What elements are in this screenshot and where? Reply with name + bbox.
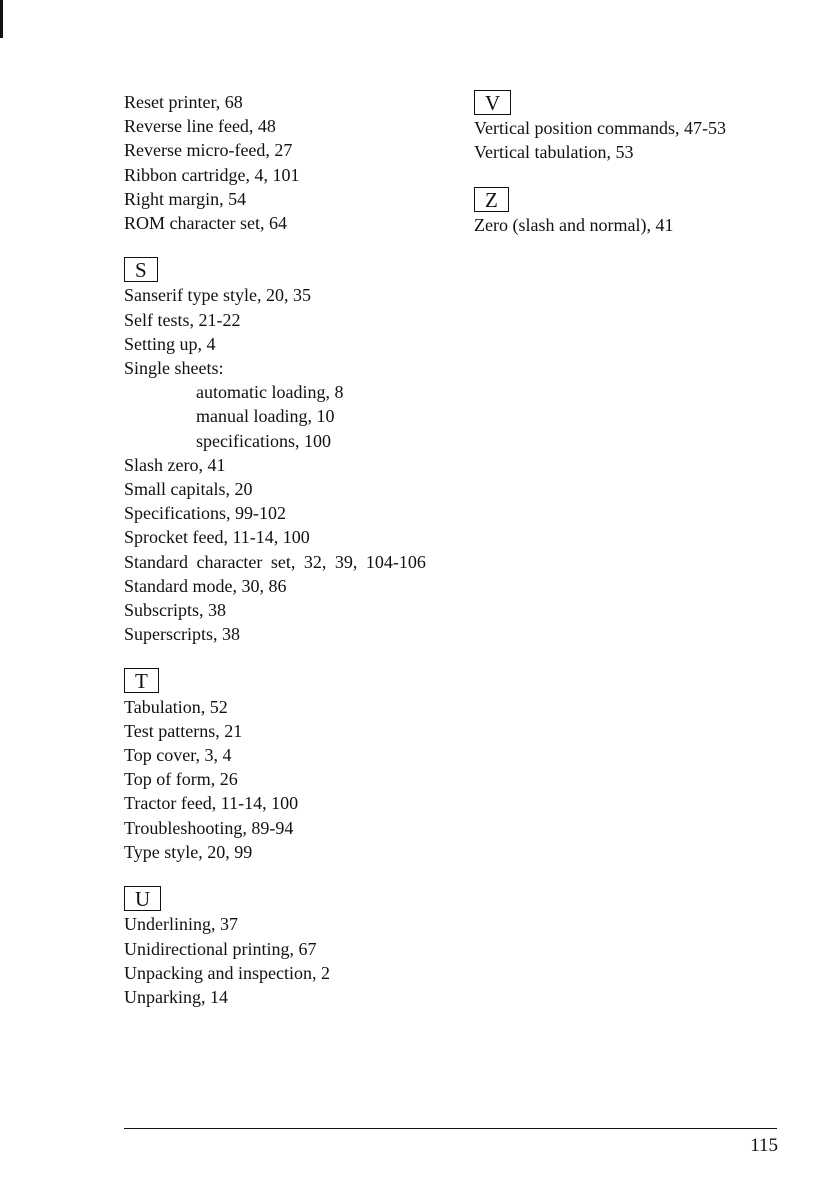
section-letter-v: V	[474, 90, 511, 115]
index-group-t	[124, 668, 434, 864]
section-letter-t: T	[124, 668, 159, 693]
section-letter-u: U	[124, 886, 161, 911]
page-number: 115	[750, 1135, 778, 1156]
index-group-z	[474, 187, 794, 237]
section-letter-z: Z	[474, 187, 509, 212]
index-entry: Top of form, 26	[124, 769, 238, 790]
index-entry: Subscripts, 38	[124, 600, 227, 621]
index-entry: Right margin, 54	[124, 188, 247, 209]
index-entry: Vertical position commands, 47-53	[474, 118, 726, 139]
index-entry: Ribbon cartridge, 4, 101	[124, 164, 300, 185]
index-entry: Underlining, 37	[124, 914, 238, 935]
index-entry: Type style, 20, 99	[124, 841, 253, 862]
index-entry: Tabulation, 52	[124, 696, 228, 717]
index-group-u	[124, 886, 434, 1009]
index-column-right	[474, 90, 794, 259]
index-group-v	[474, 90, 794, 165]
index-entry: Standard character set, 32, 39, 104-106	[124, 551, 426, 572]
index-group-s	[124, 257, 434, 646]
index-entry: Reset printer, 68	[124, 92, 243, 112]
footer-rule	[124, 1128, 777, 1129]
index-subentry: specifications, 100	[196, 430, 331, 451]
edge-mark	[0, 0, 3, 38]
index-entry: Reverse micro-feed, 27	[124, 140, 293, 161]
index-entry: Top cover, 3, 4	[124, 745, 232, 766]
index-entry: Tractor feed, 11-14, 100	[124, 793, 299, 814]
index-entry: Slash zero, 41	[124, 454, 226, 475]
index-entry: ROM character set, 64	[124, 213, 287, 234]
index-entry: Specifications, 99-102	[124, 503, 286, 524]
index-entry: Small capitals, 20	[124, 479, 253, 500]
index-entry: Unparking, 14	[124, 986, 228, 1007]
section-letter-s: S	[124, 257, 158, 282]
index-entry: Unidirectional printing, 67	[124, 938, 317, 959]
index-group-r	[124, 90, 434, 235]
index-entry: Vertical tabulation, 53	[474, 142, 634, 163]
index-subentry: automatic loading, 8	[196, 382, 344, 403]
index-entry: Reverse line feed, 48	[124, 116, 276, 137]
index-entry: Test patterns, 21	[124, 720, 243, 741]
index-entry: Sprocket feed, 11-14, 100	[124, 527, 310, 548]
index-entry: Standard mode, 30, 86	[124, 575, 287, 596]
index-subentry: manual loading, 10	[196, 406, 335, 427]
index-entry: Setting up, 4	[124, 333, 216, 354]
index-entry: Sanserif type style, 20, 35	[124, 285, 311, 306]
index-entry: Superscripts, 38	[124, 624, 240, 645]
index-entry: Zero (slash and normal), 41	[474, 214, 674, 235]
index-entry: Unpacking and inspection, 2	[124, 962, 330, 983]
index-column-left	[124, 90, 434, 1031]
index-entry: Single sheets:	[124, 358, 224, 379]
index-entry: Troubleshooting, 89-94	[124, 817, 294, 838]
index-entry: Self tests, 21-22	[124, 309, 241, 330]
